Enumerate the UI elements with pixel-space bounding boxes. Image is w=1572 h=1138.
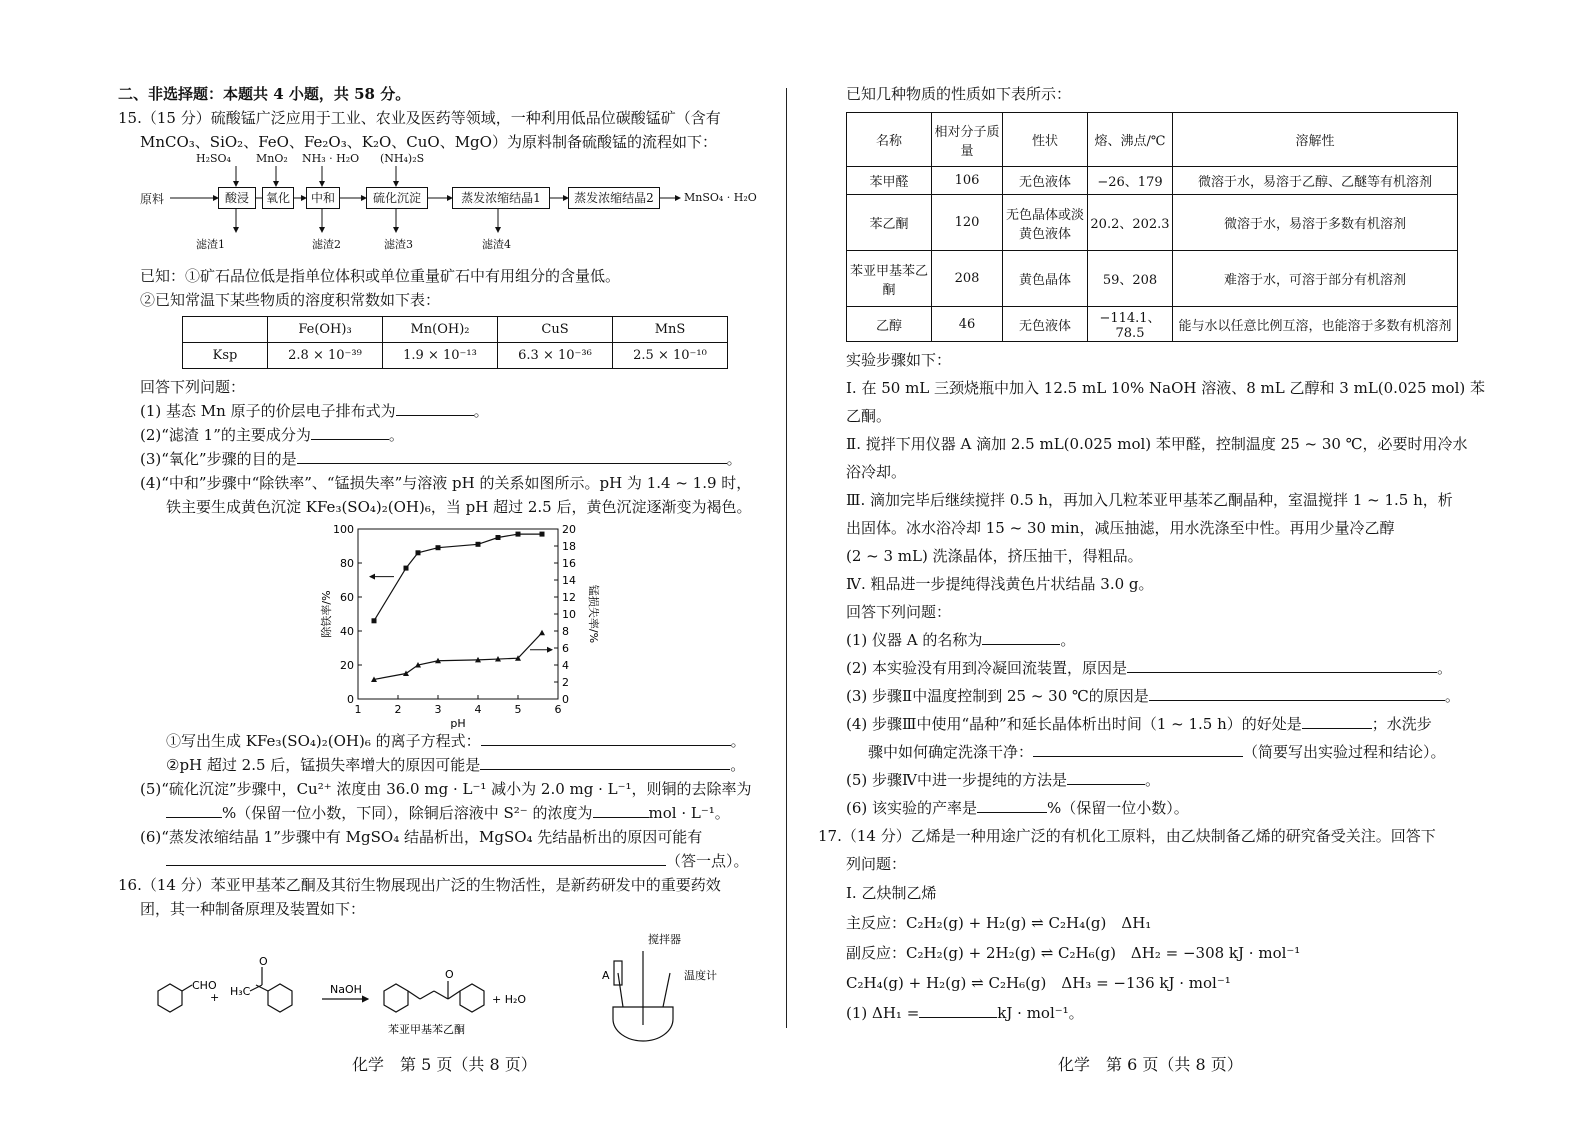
table-intro: 已知几种物质的性质如下表所示： (846, 85, 1072, 103)
q15-part5-line1: (5)“硫化沉淀”步骤中，Cu²⁺ 浓度由 36.0 mg · L⁻¹ 减小为 2.0 mg · L⁻¹，则铜的去除率为 (140, 780, 752, 798)
series-1-point (404, 566, 409, 571)
q16-part3-end: 。 (1444, 687, 1460, 705)
reagent-h2so4: H₂SO₄ (196, 152, 231, 165)
ksp-value-mns: 2.5 × 10⁻¹⁰ (613, 343, 728, 369)
q17-part1-text: (1) ΔH₁ = (846, 1004, 920, 1022)
series-2-line (374, 633, 542, 680)
flow-end: MnSO₄ · H₂O (684, 191, 757, 204)
instrument-a-label: A (602, 969, 610, 982)
q16-line2: 团，其一种制备原理及装置如下： (140, 900, 366, 918)
y-left-tick-label: 0 (347, 693, 354, 706)
q15-part4-sub2-end: 。 (730, 756, 746, 774)
reagent-mno2: MnO₂ (256, 152, 288, 165)
q16-part6-text-b: %（保留一位小数）。 (1047, 799, 1189, 817)
q15-part4-sub1-end: 。 (730, 732, 746, 750)
q16-part2-text: (2) 本实验没有用到冷凝回流装置，原因是 (846, 659, 1128, 677)
prop-row3-mp-bp: −114.1、78.5 (1088, 307, 1173, 342)
q15-part4-sub2-blank[interactable] (480, 753, 730, 770)
prop-header-mass: 相对分子质量 (932, 113, 1003, 167)
q16-part4-text-b: ；水洗步 (1371, 715, 1432, 733)
y-left-tick-label: 60 (340, 591, 354, 604)
product-ring2-icon (460, 984, 484, 1012)
flow-step-evap1: 蒸发浓缩结晶1 (452, 187, 550, 209)
steps-intro: 实验步骤如下： (846, 351, 952, 369)
q15-known1: 已知：①矿石品位低是指单位体积或单位重量矿石中有用组分的含量低。 (140, 267, 621, 285)
y-right-tick-label: 20 (562, 523, 576, 536)
q16-part6-text-a: (6) 该实验的产率是 (846, 799, 978, 817)
y-right-tick-label: 4 (562, 659, 569, 672)
ksp-header-mnoh2: Mn(OH)₂ (383, 317, 498, 343)
q15-part2 (118, 423, 756, 447)
q15-part5-line2 (118, 801, 756, 825)
water-label: + H₂O (492, 993, 527, 1006)
product-name-label: 苯亚甲基苯乙酮 (388, 1023, 465, 1036)
reaction-scheme (118, 921, 758, 1047)
step3-line3: (2 ~ 3 mL) 洗涤晶体，挤压抽干，得粗品。 (846, 547, 1143, 565)
q15-part2-text: (2)“滤渣 1”的主要成分为 (140, 426, 311, 444)
y-left-tick-label: 40 (340, 625, 354, 638)
q15-answer-intro: 回答下列问题： (140, 378, 246, 396)
prop-row2-name: 苯亚甲基苯乙酮 (847, 251, 932, 307)
q15-part5-blank1[interactable] (166, 801, 222, 818)
x-tick-label: 2 (394, 703, 402, 716)
y-right-axis-label: 锰损失率/% (587, 584, 600, 644)
ksp-value-mnoh2: 1.9 × 10⁻¹³ (383, 343, 498, 369)
series-1-point (436, 545, 441, 550)
q17-line2: 列问题： (846, 855, 907, 873)
q16-part3-blank[interactable] (1149, 684, 1445, 701)
step1-line1: Ⅰ. 在 50 mL 三颈烧瓶中加入 12.5 mL 10% NaOH 溶液、8 mL 乙醇和 3 mL(0.025 mol) 苯 (846, 379, 1486, 397)
step2-line2: 浴冷却。 (846, 463, 907, 481)
step3-line1: Ⅲ. 滴加完毕后继续搅拌 0.5 h，再加入几粒苯亚甲基苯乙酮晶种，室温搅拌 1 ~ 1.5 h，析 (846, 491, 1453, 509)
svg-text:O: O (259, 955, 268, 968)
q15-part2-blank[interactable] (311, 423, 389, 440)
prop-row2-mass: 208 (932, 251, 1003, 307)
prop-row3-form: 无色液体 (1003, 307, 1088, 342)
y-left-tick-label: 80 (340, 557, 354, 570)
residue-2: 滤渣2 (312, 238, 341, 251)
prop-row1-name: 苯乙酮 (847, 195, 932, 251)
q16-part6-blank[interactable] (977, 796, 1047, 813)
ksp-header-feoh3: Fe(OH)₃ (268, 317, 383, 343)
ksp-value-cus: 6.3 × 10⁻³⁶ (498, 343, 613, 369)
q16-part2-blank[interactable] (1127, 656, 1437, 673)
y-right-tick-label: 0 (562, 693, 569, 706)
prop-row0-mass: 106 (932, 167, 1003, 195)
q17-reaction3: C₂H₄(g) + H₂(g) ⇌ C₂H₆(g) ΔH₃ = −136 kJ · mol⁻¹ (846, 974, 1231, 992)
series-1-point (416, 550, 421, 555)
q16-part4-text-a: (4) 步骤Ⅲ中使用“晶种”和延长晶体析出时间（1 ~ 1.5 h）的好处是 (846, 715, 1302, 733)
cho-label: CHO (192, 979, 217, 992)
q15-part6-end: （答一点）。 (666, 852, 749, 870)
q15-line1: 15.（15 分）硫酸锰广泛应用于工业、农业及医药等领域，一种利用低品位碳酸锰矿（含有 (118, 109, 721, 127)
q16-part2-end: 。 (1437, 659, 1453, 677)
flow-step-evap2: 蒸发浓缩结晶2 (568, 187, 660, 209)
flow-step-sulfide: 硫化沉淀 (366, 187, 428, 209)
series-1-point (372, 618, 377, 623)
flow-step-neutralize: 中和 (306, 187, 340, 209)
q16-part1-end: 。 (1060, 631, 1076, 649)
catalyst-label: NaOH (330, 983, 362, 996)
reagent-nh4s: (NH₄)₂S (380, 152, 425, 165)
h3c-label: H₃C (230, 985, 251, 998)
q15-part1 (118, 399, 756, 423)
right-page (818, 82, 1486, 1028)
q16-part5 (846, 766, 1458, 794)
prop-row0-mp-bp: −26、179 (1088, 167, 1173, 195)
prop-row2-form: 黄色晶体 (1003, 251, 1088, 307)
ksp-value-feoh3: 2.8 × 10⁻³⁹ (268, 343, 383, 369)
q15-part4-line1: (4)“中和”步骤中“除铁率”、“锰损失率”与溶液 pH 的关系如图所示。pH 为 1.4 ~ 1.9 时， (140, 474, 752, 492)
ksp-header-cus: CuS (498, 317, 613, 343)
y-right-tick-label: 10 (562, 608, 576, 621)
q15-known2: ②已知常温下某些物质的溶度积常数如下表： (140, 291, 441, 309)
q16-part5-text: (5) 步骤Ⅳ中进一步提纯的方法是 (846, 771, 1068, 789)
prop-header-solubility: 溶解性 (1173, 113, 1458, 167)
prop-row0-form: 无色液体 (1003, 167, 1088, 195)
q15-part4-sub1 (118, 729, 756, 753)
prop-row1-mass: 120 (932, 195, 1003, 251)
prop-header-mp-bp: 熔、沸点/℃ (1088, 113, 1173, 167)
thermometer-label: 温度计 (684, 969, 717, 982)
q15-part3-end: 。 (726, 450, 742, 468)
y-right-tick-label: 12 (562, 591, 576, 604)
q15-part4-line2: 铁主要生成黄色沉淀 KFe₃(SO₄)₂(OH)₆，当 pH 超过 2.5 后，黄色沉淀逐渐变为褐色。 (166, 498, 752, 516)
step2-line1: Ⅱ. 搅拌下用仪器 A 滴加 2.5 mL(0.025 mol) 苯甲醛，控制温度 25 ~ 30 ℃，必要时用冷水 (846, 435, 1468, 453)
q17-part1 (846, 998, 1458, 1028)
q15-part2-end: 。 (388, 426, 404, 444)
reagent-nh3h2o: NH₃ · H₂O (302, 152, 360, 165)
step4: Ⅳ. 粗品进一步提纯得浅黄色片状结晶 3.0 g。 (846, 575, 1154, 593)
q16-part4-blank1[interactable] (1302, 712, 1372, 729)
prop-row1-mp-bp: 20.2、202.3 (1088, 195, 1173, 251)
q15-part4-sub2 (118, 753, 756, 777)
q16-part3-text: (3) 步骤Ⅱ中温度控制到 25 ~ 30 ℃的原因是 (846, 687, 1149, 705)
q16-part5-end: 。 (1145, 771, 1161, 789)
x-tick-label: 4 (474, 703, 482, 716)
y-right-tick-label: 16 (562, 557, 576, 570)
q15-part5-blank2[interactable] (593, 801, 649, 818)
q16-part6 (846, 794, 1458, 822)
prop-row0-solubility: 微溶于水，易溶于乙醇、乙醚等有机溶剂 (1173, 167, 1458, 195)
prop-header-name: 名称 (847, 113, 932, 167)
flow-start: 原料 (140, 192, 165, 206)
ksp-header-mns: MnS (613, 317, 728, 343)
prop-row3-name: 乙醇 (847, 307, 932, 342)
benzaldehyde-ring-icon (158, 984, 182, 1012)
series-1-point (540, 532, 545, 537)
q15-part6-blank[interactable] (166, 849, 666, 866)
y-right-tick-label: 6 (562, 642, 569, 655)
footer-right: 化学 第 6 页（共 8 页） (1058, 1055, 1243, 1074)
q16-part1 (846, 626, 1458, 654)
ksp-table (182, 316, 728, 369)
q15-part5-text-b: mol · L⁻¹。 (648, 804, 730, 822)
q17-side-reaction: 副反应：C₂H₂(g) + 2H₂(g) ⇌ C₂H₆(g) ΔH₂ = −308 kJ · mol⁻¹ (846, 944, 1301, 962)
y-right-tick-label: 18 (562, 540, 576, 553)
ksp-header-empty (183, 317, 268, 343)
q17-line1: 17.（14 分）乙烯是一种用途广泛的有机化工原料，由乙炔制备乙烯的研究备受关注。回答下 (818, 827, 1436, 845)
prop-header-form: 性状 (1003, 113, 1088, 167)
left-page (118, 82, 756, 1047)
product-ring1-icon (384, 984, 408, 1012)
series-1-line (374, 534, 542, 621)
x-tick-label: 1 (354, 703, 362, 716)
q15-part3-text: (3)“氧化”步骤的目的是 (140, 450, 297, 468)
series-1-point (516, 532, 521, 537)
ksp-row-label: Ksp (183, 343, 268, 369)
prop-row3-solubility: 能与水以任意比例互溶，也能溶于多数有机溶剂 (1173, 307, 1458, 342)
q16-line1: 16.（14 分）苯亚甲基苯乙酮及其衍生物展现出广泛的生物活性，是新药研发中的重要药效 (118, 876, 721, 894)
prop-row1-form: 无色晶体或淡黄色液体 (1003, 195, 1088, 251)
q15-part1-end: 。 (473, 402, 489, 420)
q17-main-reaction: 主反应：C₂H₂(g) + H₂(g) ⇌ C₂H₄(g) ΔH₁ (846, 914, 1152, 932)
x-axis-label: pH (450, 717, 466, 730)
acetophenone-ring-icon (268, 984, 292, 1012)
q17-part1-end: kJ · mol⁻¹。 (997, 1004, 1084, 1022)
y-right-tick-label: 14 (562, 574, 576, 587)
y-left-tick-label: 20 (340, 659, 354, 672)
q16-part1-text: (1) 仪器 A 的名称为 (846, 631, 983, 649)
y-right-tick-label: 2 (562, 676, 569, 689)
property-table (846, 112, 1458, 342)
q16-part4-text-d: （简要写出实验过程和结论）。 (1243, 743, 1446, 761)
page-divider (786, 88, 787, 1028)
x-tick-label: 6 (554, 703, 562, 716)
prop-row1-solubility: 微溶于水，易溶于多数有机溶剂 (1173, 195, 1458, 251)
svg-text:O: O (445, 968, 454, 981)
flow-step-acid-leach: 酸浸 (218, 187, 256, 209)
y-right-tick-label: 8 (562, 625, 569, 638)
series-1-point (476, 542, 481, 547)
x-tick-label: 3 (434, 703, 442, 716)
q15-part3-blank[interactable] (297, 447, 727, 464)
plot-frame (358, 529, 558, 699)
q16-part3 (846, 682, 1458, 710)
q16-answer-intro: 回答下列问题： (846, 603, 952, 621)
footer-left: 化学 第 5 页（共 8 页） (352, 1055, 537, 1074)
prop-row2-solubility: 难溶于水，可溶于部分有机溶剂 (1173, 251, 1458, 307)
q15-part1-blank[interactable] (396, 399, 474, 416)
q17-part1-blank[interactable] (919, 1001, 997, 1018)
residue-4: 滤渣4 (482, 238, 511, 251)
series-1-point (496, 535, 501, 540)
q16-part2 (846, 654, 1458, 682)
thermometer-icon (663, 973, 670, 1007)
series-2-point (539, 630, 545, 636)
residue-3: 滤渣3 (384, 238, 413, 251)
q16-part4-blank2[interactable] (1033, 740, 1243, 757)
q15-part5-text-a: %（保留一位小数，下同），除铜后溶液中 S²⁻ 的浓度为 (222, 804, 593, 822)
q15-part6-line2 (118, 849, 756, 873)
q15-part4-sub2-text: ②pH 超过 2.5 后，锰损失率增大的原因可能是 (166, 756, 481, 774)
section-heading: 二、非选择题：本题共 4 小题，共 58 分。 (118, 85, 411, 103)
q16-part5-blank[interactable] (1067, 768, 1145, 785)
q16-part4-text-c: 骤中如何确定洗涤干净： (868, 743, 1034, 761)
prop-row2-mp-bp: 59、208 (1088, 251, 1173, 307)
q16-part4-line1 (846, 710, 1458, 738)
q15-part1-text: (1) 基态 Mn 原子的价层电子排布式为 (140, 402, 396, 420)
q16-part1-blank[interactable] (982, 628, 1060, 645)
plus-sign: + (210, 991, 220, 1004)
flow-step-oxidation: 氧化 (262, 187, 294, 209)
prop-row0-name: 苯甲醛 (847, 167, 932, 195)
ph-chart (318, 519, 598, 729)
process-flowchart (118, 154, 756, 264)
q15-line2: MnCO₃、SiO₂、FeO、Fe₂O₃、K₂O、CuO、MgO）为原料制备硫酸锰的流程如下： (140, 133, 717, 151)
q15-part4-sub1-blank[interactable] (481, 729, 731, 746)
residue-1: 滤渣1 (196, 238, 225, 251)
y-left-axis-label: 除铁率/% (320, 590, 333, 638)
step1-line2: 乙酮。 (846, 407, 892, 425)
y-left-tick-label: 100 (333, 523, 354, 536)
q17-part-heading: Ⅰ. 乙炔制乙烯 (846, 884, 937, 902)
stirrer-label: 搅拌器 (648, 933, 681, 946)
q16-part4-line2 (846, 738, 1458, 766)
q15-part6-line1: (6)“蒸发浓缩结晶 1”步骤中有 MgSO₄ 结晶析出，MgSO₄ 先结晶析出的原因可能有 (140, 828, 703, 846)
q15-part4-sub1-text: ①写出生成 KFe₃(SO₄)₂(OH)₆ 的离子方程式： (166, 732, 481, 750)
q15-part3 (118, 447, 756, 471)
x-tick-label: 5 (514, 703, 522, 716)
prop-row3-mass: 46 (932, 307, 1003, 342)
step3-line2: 出固体。冰水浴冷却 15 ~ 30 min，减压抽滤，用水洗涤至中性。再用少量冷乙醇 (846, 519, 1395, 537)
